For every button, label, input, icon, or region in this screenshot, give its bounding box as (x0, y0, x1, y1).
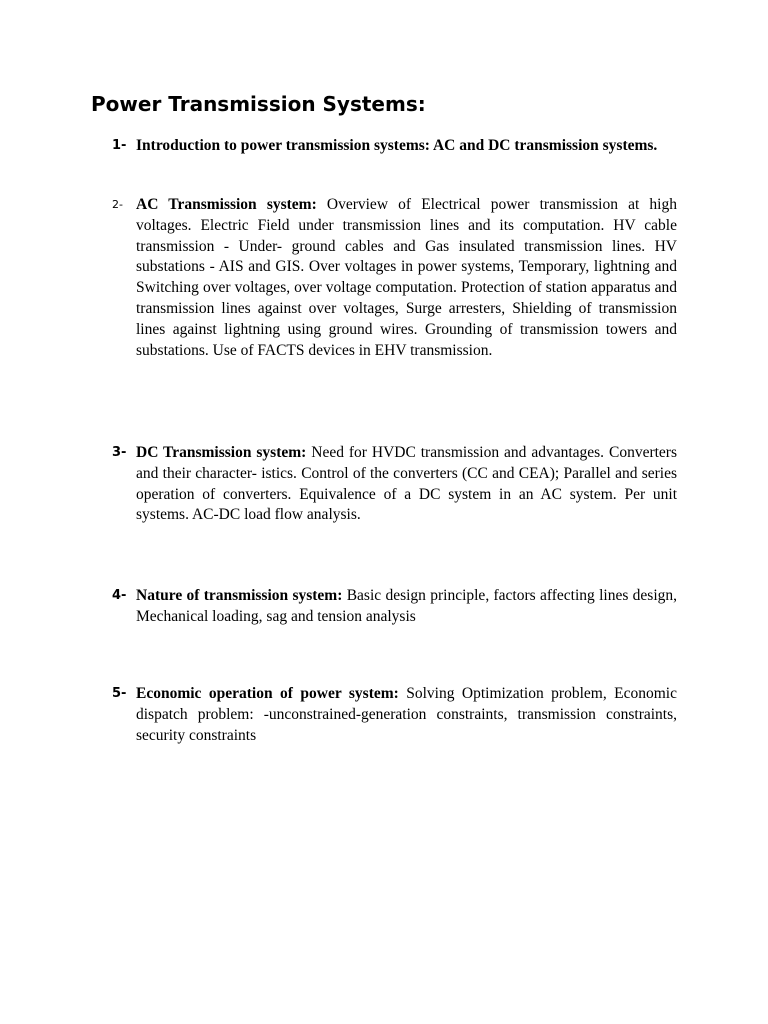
page-title: Power Transmission Systems: (91, 92, 426, 116)
list-item-5 (112, 684, 677, 746)
item-text (136, 684, 677, 746)
item-text (136, 443, 677, 526)
item-number: 4- (112, 588, 127, 603)
list-item-4 (112, 586, 677, 628)
item-text: Introduction to power transmission systems: AC and DC transmission systems. (136, 137, 658, 154)
item-number: 3- (112, 445, 127, 460)
item-number: 1- (112, 138, 127, 153)
item-heading: AC Transmission system: (136, 196, 317, 213)
item-heading: DC Transmission system: (136, 444, 307, 461)
item-text (136, 195, 677, 361)
item-heading: Nature of transmission system: (136, 587, 343, 604)
list-item-2 (112, 195, 677, 361)
item-number: 2- (112, 198, 123, 211)
list-item-3 (112, 443, 677, 526)
item-body: Basic design principle, factors affecting lines design, Mechanical loading, sag and tension analysis (136, 587, 678, 625)
list-item-1 (112, 136, 677, 157)
item-heading: Economic operation of power system: (136, 685, 399, 702)
item-text (136, 586, 677, 628)
item-body: Need for HVDC transmission and advantages. Converters and their character- istics. Control of the converters (CC and CEA); Parallel and series operation of converters. Equivalence of a DC system in an AC system. Per unit systems. AC-DC load flow analysis. (136, 444, 677, 524)
item-body: Solving Optimization problem, Economic dispatch problem: -unconstrained-generation constraints, transmission constraints, security constraints (136, 685, 677, 744)
item-body: Overview of Electrical power transmission at high voltages. Electric Field under transmission lines and its computation. HV cable transmission - Under- ground cables and Gas insulated transmission lines. HV substations - AIS and GIS. Over voltages in power systems, Temporary, lightning and Switching over voltages, over voltage computation. Protection of station apparatus and transmission lines against over voltages, Surge arresters, Shielding of transmission lines against lightning using ground wires. Grounding of transmission towers and substations. Use of FACTS devices in EHV transmission. (136, 196, 677, 359)
item-number: 5- (112, 686, 127, 701)
